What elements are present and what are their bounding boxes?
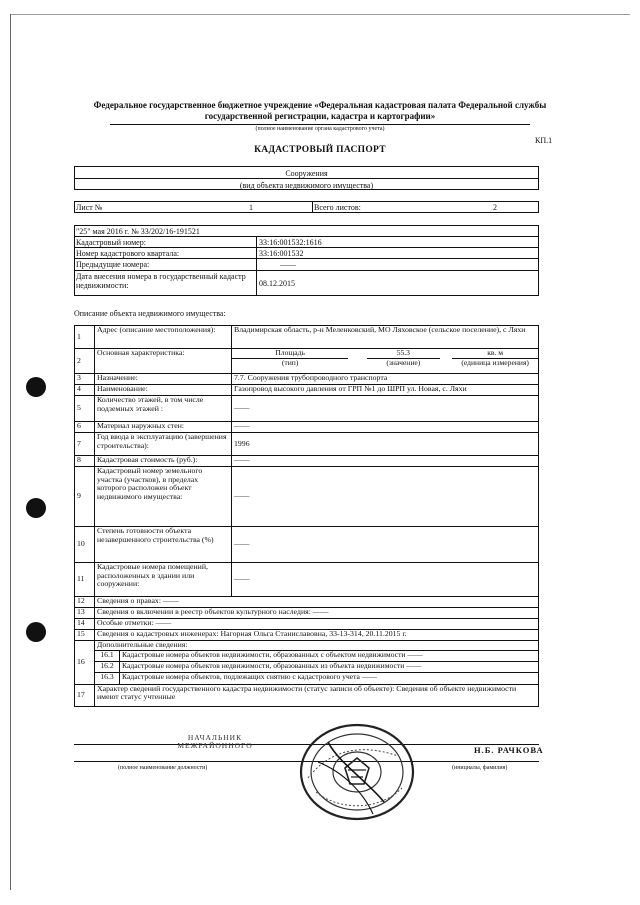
table-row: 11 Кадастровые номера помещений, расположенных в здании или сооружении: —— xyxy=(75,563,539,597)
position-caption: (полное наименование должности) xyxy=(118,765,208,771)
sheet-number: 1 xyxy=(249,203,253,212)
quarter-number-value: 33:16:001532 xyxy=(259,249,304,258)
cadastral-number-value: 33:16:001532:1616 xyxy=(259,238,322,247)
table-row: 15 Сведения о кадастровых инженерах: Нагорная Ольга Станиславовна, 33-13-314, 20.11.2015 г. xyxy=(75,630,539,641)
description-intro: Описание объекта недвижимого имущества: xyxy=(74,309,226,318)
name-caption: (инициалы, фамилия) xyxy=(452,765,508,771)
description-table xyxy=(74,325,539,707)
table-row: 7 Год ввода в эксплуатацию (завершения строительства): 1996 xyxy=(75,433,539,456)
table-row: 6 Материал наружных стен: —— xyxy=(75,422,539,433)
official-seal-stamp xyxy=(298,722,416,822)
additional-info-header: Дополнительные сведения: xyxy=(95,641,538,651)
organization-name: Федеральное государственное бюджетное учреждение «Федеральная кадастровая палата Федеральной службы государственной регистрации, кадастра и картографии» xyxy=(93,100,547,121)
characteristic-value: 55.3 xyxy=(367,349,440,358)
scan-edge-left xyxy=(10,14,11,890)
total-sheets-label: Всего листов: xyxy=(314,203,361,212)
sheet-label: Лист № xyxy=(76,203,103,212)
total-sheets-value: 2 xyxy=(493,203,497,212)
table-row: 3 Назначение: 7.7. Сооружения трубопроводного транспорта xyxy=(75,374,539,385)
registration-date-value: 08.12.2015 xyxy=(259,279,295,288)
sheets-divider xyxy=(312,201,313,213)
table-row: 12 Сведения о правах: —— xyxy=(75,597,539,608)
form-code: КП.1 xyxy=(535,136,553,145)
table-row: 2 Основная характеристика: Площадь 55.3 кв. м (тип) (значение) (единица измерения) xyxy=(75,349,539,374)
previous-numbers-value: —— xyxy=(280,260,296,269)
table-row: 16 Дополнительные сведения: 16.1 Кадастровые номера объектов недвижимости, образованных с объектом недвижимости —— 16.2 Кадастровые номера объектов недвижимости, образованных из объекта недвижимости —— 16.3 Кадастровые номера объектов, подлежащих снятию с кадастрового учета —— xyxy=(75,641,539,685)
table-row: 5 Количество этажей, в том числе подземных этажей : —— xyxy=(75,396,539,422)
cadastral-number-label: Кадастровый номер: xyxy=(76,238,146,247)
table-row: 14 Особые отметки: —— xyxy=(75,619,539,630)
punch-hole xyxy=(26,377,46,397)
additional-info-list: 16.1 Кадастровые номера объектов недвижимости, образованных с объектом недвижимости —— 16.2 Кадастровые номера объектов недвижимости, образованных из объекта недвижимости —— 16.3 Кадастровые номера объектов, подлежащих снятию с кадастрового учета —— xyxy=(95,651,538,684)
punch-hole xyxy=(26,498,46,518)
registration-date-label: Дата внесения номера в государственный кадастр недвижимости: xyxy=(76,272,246,290)
sheets-box xyxy=(74,201,539,213)
object-kind-caption: (вид объекта недвижимого имущества) xyxy=(239,181,374,190)
table-row: 8 Кадастровая стоимость (руб.): —— xyxy=(75,456,539,467)
signatory-name: Н.Б. РАЧКОВА xyxy=(474,745,544,755)
table-row: 10 Степень готовности объекта незавершенного строительства (%) —— xyxy=(75,527,539,563)
scan-edge-top xyxy=(10,14,630,15)
quarter-number-label: Номер кадастрового квартала: xyxy=(76,249,180,258)
table-row: 13 Сведения о включении в реестр объектов культурного наследия: —— xyxy=(75,608,539,619)
table-row: 17 Характер сведений государственного кадастра недвижимости (статус записи об объекте): Сведения об объекте недвижимости имеют статус учтенные xyxy=(75,684,539,706)
document-title: КАДАСТРОВЫЙ ПАСПОРТ xyxy=(254,145,386,155)
signatory-position: НАЧАЛЬНИК МЕЖРАЙОННОГО xyxy=(177,733,253,750)
punch-hole xyxy=(26,622,46,642)
registry-date-line: "25" мая 2016 г. № 33/202/16-191521 xyxy=(76,227,200,236)
object-kind-value: Сооружения xyxy=(285,169,328,178)
organization-underline xyxy=(110,124,530,125)
previous-numbers-label: Предыдущие номера: xyxy=(76,260,150,269)
characteristic-unit: кв. м xyxy=(452,349,538,358)
organization-caption: (полное наименование органа кадастрового учета) xyxy=(255,126,385,132)
object-kind-divider xyxy=(74,178,539,179)
main-characteristic: Площадь 55.3 кв. м (тип) (значение) (единица измерения) xyxy=(232,349,538,367)
table-row: 4 Наименование: Газопровод высокого давления от ГРП №1 до ШРП ул. Новая, с. Ляхи xyxy=(75,385,539,396)
table-row: 1 Адрес (описание местоположения): Владимирская область, р-н Меленковский, МО Ляховское (сельское поселение), с Ляхи xyxy=(75,326,539,349)
characteristic-type: Площадь xyxy=(232,349,348,358)
table-row: 9 Кадастровый номер земельного участка (участков), в пределах которого расположен объект недвижимого имущества: —— xyxy=(75,467,539,527)
